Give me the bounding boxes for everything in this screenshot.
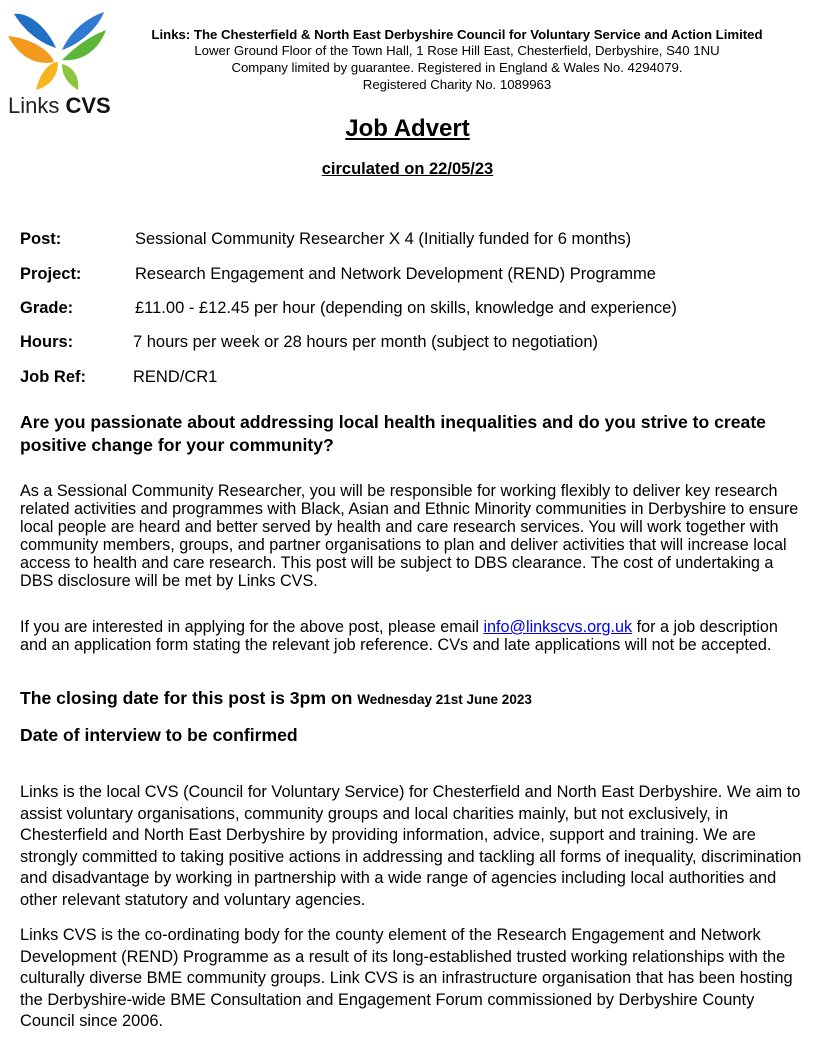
organisation-name: Links: The Chesterfield & North East Derbyshire Council for Voluntary Service and Action Limited <box>151 27 763 42</box>
job-ref-label: Job Ref: <box>20 368 86 386</box>
charity-number: Registered Charity No. 1089963 <box>362 77 552 92</box>
question-heading: Are you passionate about addressing local health inequalities and do you strive to create positive change for your community? <box>20 412 766 455</box>
closing-date: The closing date for this post is 3pm on Wednesday 21st June 2023 <box>20 688 532 708</box>
role-description: As a Sessional Community Researcher, you will be responsible for working flexibly to deliver key research related activities and programmes with Black, Asian and Ethnic Minority communities in Derbyshire to ensure local people are heard and better served by health and care research services. You will work together with community members, groups, and partner organisations to plan and deliver activities that will increase local access to health and care research. This post will be subject to DBS clearance. The cost of undertaking a DBS disclosure will be met by Links CVS. <box>20 482 799 590</box>
email-link[interactable]: info@linkscvs.org.uk <box>483 618 633 636</box>
organisation-address: Lower Ground Floor of the Town Hall, 1 Rose Hill East, Chesterfield, Derbyshire, S40 1NU <box>194 43 720 58</box>
page-title: Job Advert <box>345 115 470 142</box>
closing-date-value: Wednesday 21st June 2023 <box>357 692 532 707</box>
company-registration: Company limited by guarantee. Registered in England & Wales No. 4294079. <box>231 60 683 75</box>
logo-green-bottom <box>62 64 78 90</box>
grade-label: Grade: <box>20 299 74 317</box>
project-label: Project: <box>20 265 82 283</box>
about-rend-paragraph: Links CVS is the co-ordinating body for the county element of the Research Engagement and Network Development (REND) Programme as a result of its long-established trusted working relationships with the culturally diverse BME community groups. Link CVS is an infrastructure organisation that has been hosting the Derbyshire-wide BME Consultation and Engagement Forum commissioned by Derbyshire County Council since 2006. <box>20 926 793 1031</box>
interview-date: Date of interview to be confirmed <box>20 725 298 745</box>
hours-label: Hours: <box>20 333 74 351</box>
grade-value: £11.00 - £12.45 per hour (depending on skills, knowledge and experience) <box>135 299 677 317</box>
about-links-paragraph: Links is the local CVS (Council for Voluntary Service) for Chesterfield and North East Derbyshire. We aim to assist voluntary organisations, community groups and local charities mainly, but not exclusively, in Chesterfield and North East Derbyshire by providing information, advice, support and training. We are strongly committed to taking positive actions in addressing and tackling all forms of inequality, discrimination and disadvantage by working in partnership with a wide range of agencies including local authorities and other relevant statutory and voluntary agencies. <box>20 783 802 909</box>
project-value: Research Engagement and Network Development (REND) Programme <box>135 265 656 283</box>
logo-wordmark: Links CVS <box>8 93 111 118</box>
post-value: Sessional Community Researcher X 4 (Initially funded for 6 months) <box>135 230 632 248</box>
apply-paragraph: If you are interested in applying for the above post, please email info@linkscvs.org.uk for a job description and an application form stating the relevant job reference. CVs and late applications will not be accepted. <box>20 618 778 654</box>
hours-value: 7 hours per week or 28 hours per month (subject to negotiation) <box>133 333 599 351</box>
logo-yellow-blade <box>36 62 58 90</box>
circulated-date: circulated on 22/05/23 <box>321 160 494 178</box>
post-label: Post: <box>20 230 62 248</box>
job-ref-value: REND/CR1 <box>133 368 218 386</box>
